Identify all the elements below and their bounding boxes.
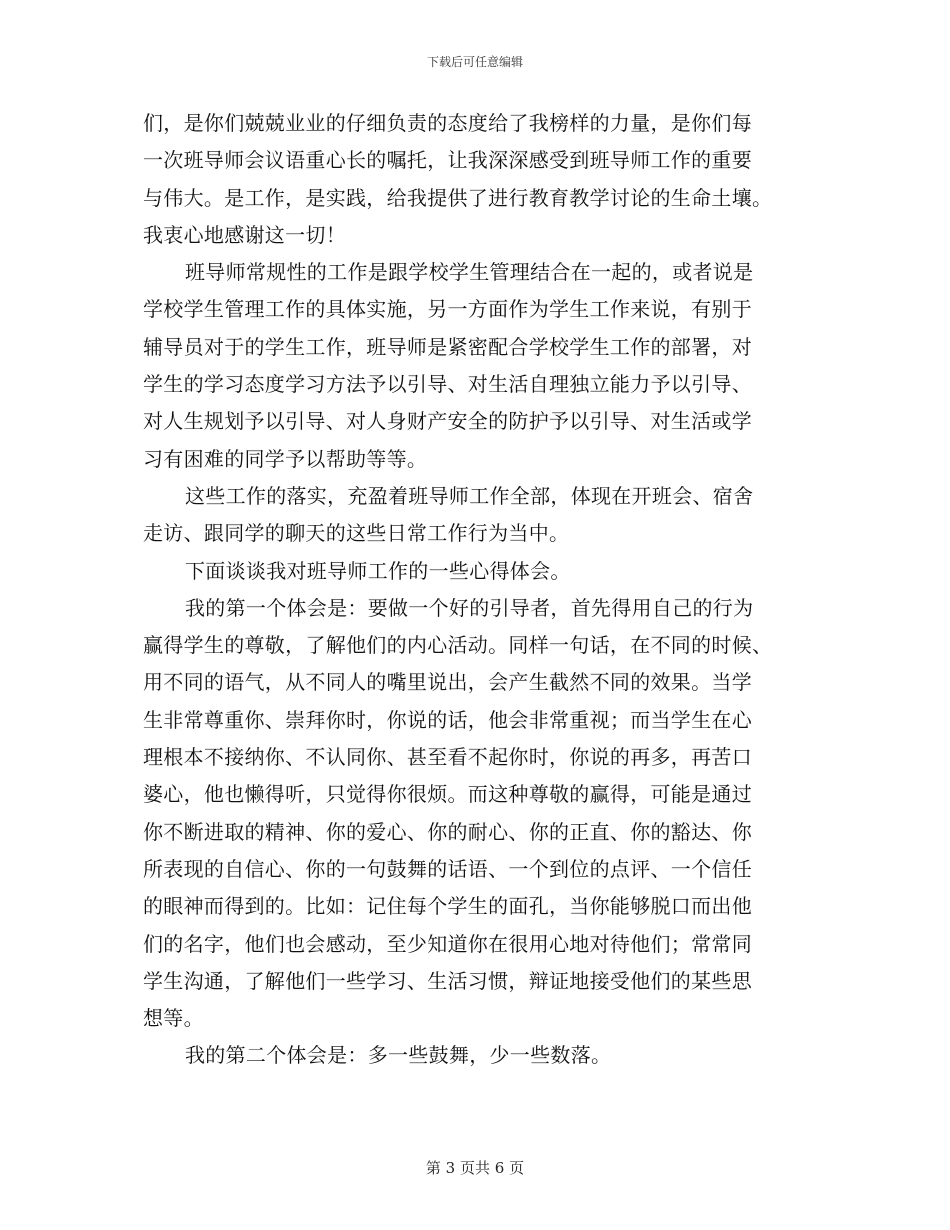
document-body (143, 105, 815, 1075)
text-line: 的眼神而得到的。比如：记住每个学生的面孔，当你能够脱口而出他 (143, 894, 752, 919)
text-line: 与伟大。是工作，是实践，给我提供了进行教育教学讨论的生命土壤。 (143, 185, 773, 210)
text-line: 辅导员对于的学生工作，班导师是紧密配合学校学生工作的部署，对 (143, 334, 752, 359)
page-number: 第 3 页共 6 页 (425, 1159, 525, 1177)
paragraph-start-line: 这些工作的落实，充盈着班导师工作全部，体现在开班会、宿舍 (185, 483, 754, 508)
text-line: 理根本不接纳你、不认同你、甚至看不起你时，你说的再多，再苦口 (143, 745, 752, 770)
text-line: 对人生规划予以引导、对人身财产安全的防护予以引导、对生活或学 (143, 409, 752, 434)
text-line: 你不断进取的精神、你的爱心、你的耐心、你的正直、你的豁达、你 (143, 819, 752, 844)
paragraph-start-line: 我的第一个体会是：要做一个好的引导者，首先得用自己的行为 (185, 595, 754, 620)
text-line: 用不同的语气，从不同人的嘴里说出，会产生截然不同的效果。当学 (143, 670, 752, 695)
text-line: 们的名字，他们也会感动，至少知道你在很用心地对待他们；常常同 (143, 931, 752, 956)
page-header-note: 下载后可任意编辑 (426, 55, 523, 69)
text-line: 我衷心地感谢这一切！ (143, 222, 346, 247)
text-line: 学生沟通，了解他们一些学习、生活习惯，辩证地接受他们的某些思 (143, 968, 752, 993)
text-line: 一次班导师会议语重心长的嘱托，让我深深感受到班导师工作的重要 (143, 148, 752, 173)
text-line: 习有困难的同学予以帮助等等。 (143, 446, 428, 471)
text-line: 赢得学生的尊敬，了解他们的内心活动。同样一句话，在不同的时候、 (143, 633, 773, 658)
text-line: 走访、跟同学的聊天的这些日常工作行为当中。 (143, 521, 570, 546)
text-line: 学校学生管理工作的具体实施，另一方面作为学生工作来说，有别于 (143, 297, 752, 322)
text-line: 学生的学习态度学习方法予以引导、对生活自理独立能力予以引导、 (143, 372, 752, 397)
paragraph-start-line: 下面谈谈我对班导师工作的一些心得体会。 (185, 558, 571, 583)
text-line: 婆心，他也懒得听，只觉得你很烦。而这种尊敬的赢得，可能是通过 (143, 782, 752, 807)
text-line: 们，是你们兢兢业业的仔细负责的态度给了我榜样的力量，是你们每 (143, 111, 752, 135)
text-line: 生非常尊重你、崇拜你时，你说的话，他会非常重视；而当学生在心 (143, 707, 752, 732)
paragraph-start-line: 我的第二个体会是：多一些鼓舞，少一些数落。 (185, 1043, 612, 1068)
text-line: 想等。 (143, 1006, 204, 1031)
text-line: 所表现的自信心、你的一句鼓舞的话语、一个到位的点评、一个信任 (143, 856, 752, 881)
paragraph-start-line: 班导师常规性的工作是跟学校学生管理结合在一起的，或者说是 (185, 260, 754, 285)
